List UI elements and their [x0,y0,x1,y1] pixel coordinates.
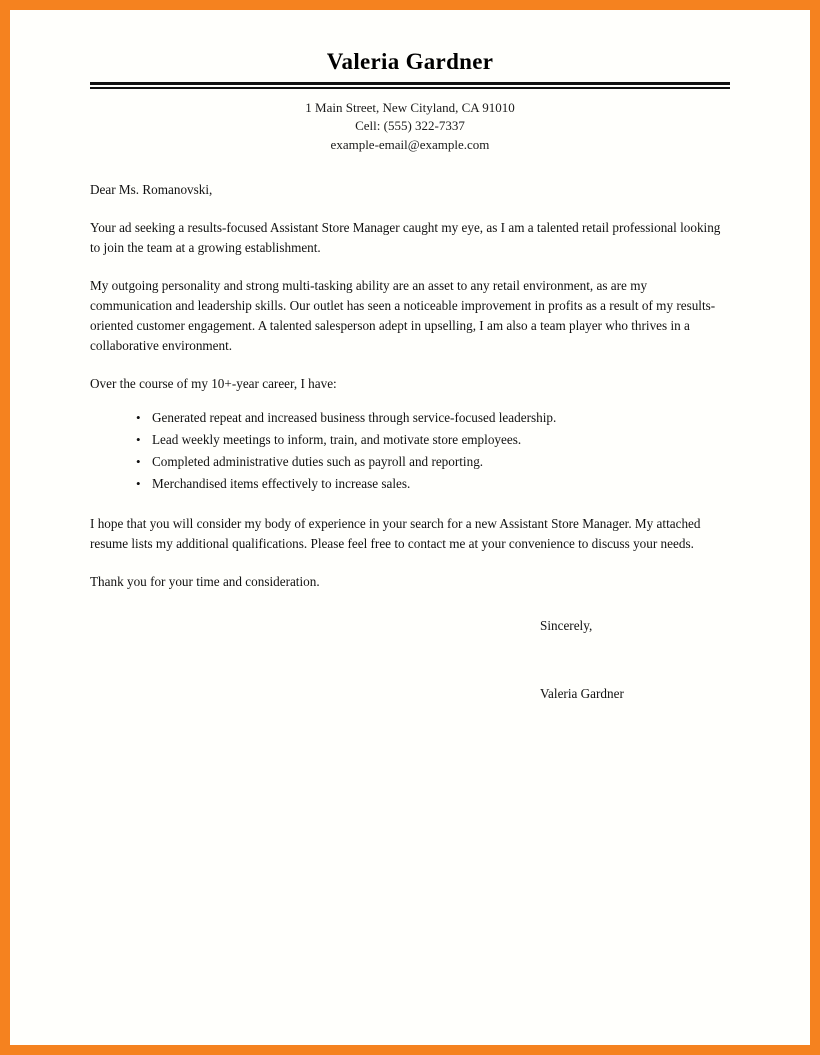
document-page [10,10,810,1045]
bullet-dot-icon: • [136,475,141,491]
sign-off: Sincerely, [540,617,593,633]
body-paragraph-2: My outgoing personality and strong multi-tasking ability are an asset to any retail environment, as are my communication and leadership skills. Our outlet has seen a noticeable improvement in profits as a result of my results-oriented customer engagement. A talented salesperson adept in upselling, I am also a team player who thrives in a collaborative environment. [90,278,716,354]
closing-paragraph-1: I hope that you will consider my body of experience in your search for a new Assistant Store Manager. My attached resume lists my additional qualifications. Please feel free to contact me at your convenience to discuss your needs. [90,515,701,551]
bullet-dot-icon: • [136,432,141,448]
list-item [136,408,730,428]
contact-address: 1 Main Street, New Cityland, CA 91010 [305,99,515,115]
bullet-dot-icon: • [136,454,141,470]
list-lead-in: Over the course of my 10+-year career, I have: [90,376,337,392]
letterhead [90,48,730,154]
body-paragraph-1: Your ad seeking a results-focused Assistant Store Manager caught my eye, as I am a talented retail professional looking to join the team at a growing establishment. [90,220,721,256]
list-item-text: Merchandised items effectively to increase sales. [152,475,411,491]
signature-block [90,616,730,704]
contact-email: example-email@example.com [330,136,490,152]
list-item [136,474,730,494]
list-item-text: Generated repeat and increased business through service-focused leadership. [152,410,557,426]
signer-name: Valeria Gardner [540,685,624,701]
letter-body [90,180,730,704]
salutation: Dear Ms. Romanovski, [90,181,213,197]
list-item-text: Completed administrative duties such as payroll and reporting. [152,454,484,470]
list-item [136,452,730,472]
divider-rule-thin [90,87,730,89]
letterhead-name: Valeria Gardner [326,49,494,74]
letterhead-divider [90,82,730,89]
list-item [136,430,730,450]
bullet-dot-icon: • [136,410,141,426]
contact-block [90,99,730,154]
cover-letter-content [90,48,730,704]
list-item-text: Lead weekly meetings to inform, train, and motivate store employees. [152,432,522,448]
achievement-list [90,408,730,493]
contact-phone: Cell: (555) 322-7337 [355,118,465,134]
closing-paragraph-2: Thank you for your time and consideration. [90,573,320,589]
